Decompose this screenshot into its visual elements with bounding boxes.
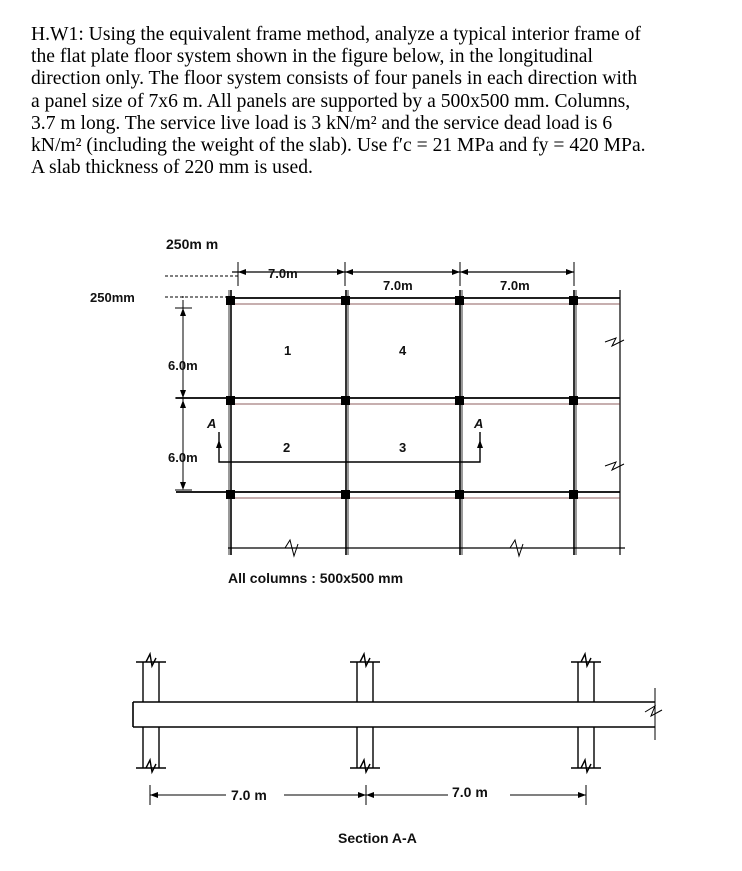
column <box>341 296 350 305</box>
column <box>341 396 350 405</box>
section-column-2 <box>350 654 380 772</box>
columns-note: All columns : 500x500 mm <box>228 570 404 586</box>
problem-line-5: 3.7 m long. The service live load is 3 kN/m² and the service dead load is 6 <box>31 112 613 134</box>
problem-line-4: a panel size of 7x6 m. All panels are supported by a 500x500 mm. Columns, <box>31 90 631 112</box>
arrow-head <box>566 269 574 275</box>
span-label-3: 7.0m <box>500 278 530 293</box>
section-view <box>133 654 662 846</box>
problem-line-1: H.W1: Using the equivalent frame method, analyze a typical interior frame of <box>31 24 641 45</box>
section-cut-line <box>219 432 480 462</box>
column <box>455 490 464 499</box>
section-column-1 <box>136 654 166 772</box>
arrow-head <box>366 792 374 798</box>
column <box>341 490 350 499</box>
span-label-2: 7.0m <box>383 278 413 293</box>
column <box>455 396 464 405</box>
arrow-head <box>150 792 158 798</box>
section-arrow-left <box>216 440 222 448</box>
edge-label-top: 250m m <box>166 236 219 252</box>
problem-line-2: the flat plate floor system shown in the figure below, in the longitudinal <box>31 46 593 68</box>
arrow-head <box>238 269 246 275</box>
arrow-head <box>180 390 186 398</box>
section-title: Section A-A <box>338 830 417 846</box>
arrow-head <box>345 269 353 275</box>
panel-label-2: 2 <box>283 440 291 455</box>
break-symbol <box>645 706 662 716</box>
section-mark-left: A <box>207 416 217 431</box>
column <box>226 490 235 499</box>
panel-label-4: 4 <box>399 343 407 358</box>
break-symbol <box>605 462 624 470</box>
column <box>455 296 464 305</box>
problem-line-3: direction only. The floor system consists of four panels in each direction with <box>31 68 638 90</box>
panel-label-1: 1 <box>284 343 292 358</box>
bay-label-1: 6.0m <box>168 358 198 373</box>
column <box>226 296 235 305</box>
problem-line-6: kN/m² (including the weight of the slab). Use f′c = 21 MPa and fy = 420 MPa. <box>31 135 646 157</box>
arrow-head <box>460 269 468 275</box>
panel-label-3: 3 <box>399 440 407 455</box>
section-arrow-right <box>477 440 483 448</box>
arrow-head <box>180 308 186 316</box>
column <box>226 396 235 405</box>
break-symbol <box>605 338 624 346</box>
span-label-1: 7.0m <box>268 266 298 281</box>
arrow-head <box>337 269 345 275</box>
arrow-head <box>180 400 186 408</box>
column <box>569 296 578 305</box>
section-span-label-2: 7.0 m <box>452 784 488 800</box>
bay-label-2: 6.0m <box>168 450 198 465</box>
arrow-head <box>452 269 460 275</box>
section-span-label-1: 7.0 m <box>231 787 267 803</box>
edge-label-left: 250mm <box>90 290 135 305</box>
section-column-3 <box>571 654 601 772</box>
problem-line-7: A slab thickness of 220 mm is used. <box>31 157 313 179</box>
arrow-head <box>180 482 186 490</box>
section-mark-right: A <box>474 416 484 431</box>
arrow-head <box>578 792 586 798</box>
plan-view <box>90 236 625 586</box>
column <box>569 396 578 405</box>
arrow-head <box>358 792 366 798</box>
column <box>569 490 578 499</box>
